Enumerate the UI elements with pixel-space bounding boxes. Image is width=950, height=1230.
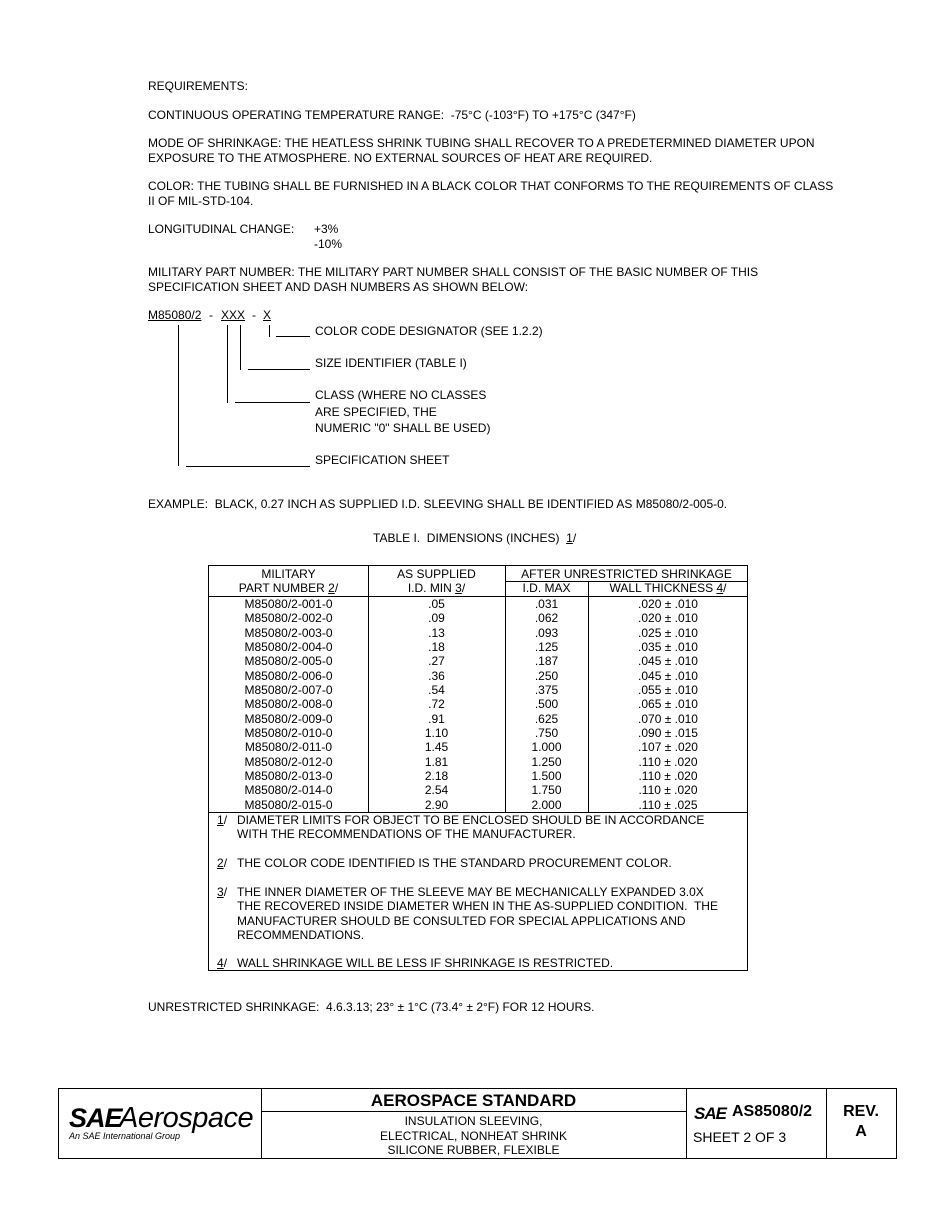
- table-cell: .025 ± .010: [638, 625, 698, 640]
- table-cell: .055 ± .010: [638, 683, 698, 698]
- note-1-number: 1/: [217, 813, 228, 827]
- small-sae-logo: SAE: [694, 1104, 726, 1123]
- table-cell: 1.10: [424, 726, 449, 741]
- pn-code: X: [263, 308, 272, 322]
- table-cell: .020 ± .010: [638, 597, 698, 611]
- table-cell: .54: [428, 683, 445, 698]
- pn-sep2: -: [252, 308, 256, 322]
- header-after-shrinkage: AFTER UNRESTRICTED SHRINKAGE: [521, 567, 732, 581]
- note-3-line1: THE INNER DIAMETER OF THE SLEEVE MAY BE MECHANICALLY EXPANDED 3.0X: [237, 885, 704, 899]
- table-cell: .36: [428, 668, 445, 683]
- note-1-line1: DIAMETER LIMITS FOR OBJECT TO BE ENCLOSED SHOULD BE IN ACCORDANCE: [237, 813, 705, 827]
- table-cell: .72: [428, 697, 445, 712]
- dimensions-table: [208, 565, 748, 971]
- table-cell: .187: [534, 654, 559, 669]
- note-2-number: 2/: [217, 856, 228, 870]
- column-part-number: [209, 597, 368, 812]
- table-cell: .107 ± .020: [638, 740, 698, 755]
- table-cell: .27: [428, 654, 445, 669]
- table-cell: .020 ± .010: [638, 611, 698, 626]
- table-cell: .125: [534, 640, 559, 655]
- table-cell: .093: [534, 625, 559, 640]
- table-cell: .090 ± .015: [638, 726, 698, 741]
- table-cell: .031: [534, 597, 559, 611]
- table-cell: 2.000: [531, 797, 562, 812]
- header-id-min: I.D. MIN 3/: [407, 581, 466, 595]
- table-cell: M85080/2-006-0: [244, 668, 333, 683]
- table-cell: 2.54: [424, 783, 449, 798]
- requirements-heading: REQUIREMENTS:: [148, 79, 249, 93]
- table-cell: .110 ± .020: [638, 769, 698, 784]
- table-cell: .045 ± .010: [638, 654, 698, 669]
- table-cell: .09: [428, 611, 445, 626]
- table-cell: M85080/2-003-0: [244, 625, 333, 640]
- table-cell: .110 ± .020: [638, 783, 698, 798]
- pn-basic: M85080/2: [148, 308, 202, 322]
- table-cell: 1.81: [424, 754, 449, 769]
- table-cell: .110 ± .020: [638, 754, 698, 769]
- color-requirement: COLOR: THE TUBING SHALL BE FURNISHED IN A BLACK COLOR THAT CONFORMS TO THE REQUIREMENTS OF CLASS II OF MIL-STD-104.: [148, 179, 834, 208]
- table-cell: M85080/2-012-0: [244, 754, 333, 769]
- column-wall-thickness: [588, 597, 748, 812]
- table-cell: .750: [534, 726, 559, 741]
- military-part-number: MILITARY PART NUMBER: THE MILITARY PART NUMBER SHALL CONSIST OF THE BASIC NUMBER OF THIS SPECIFICATION SHEET AND DASH NUMBERS AS SHOWN BELOW:: [148, 265, 759, 294]
- table-cell: .065 ± .010: [638, 697, 698, 712]
- table-cell: .045 ± .010: [638, 668, 698, 683]
- aerospace-standard-title: AEROSPACE STANDARD: [370, 1091, 577, 1110]
- header-id-max: I.D. MAX: [522, 581, 571, 595]
- table-cell: .035 ± .010: [638, 640, 698, 655]
- table-cell: 1.000: [531, 740, 562, 755]
- table-cell: .18: [428, 640, 445, 655]
- note-1-line2: WITH THE RECOMMENDATIONS OF THE MANUFACTURER.: [237, 827, 576, 841]
- logo-aerospace-text: Aerospace: [119, 1102, 254, 1134]
- note-3-line4: RECOMMENDATIONS.: [237, 928, 365, 942]
- table-cell: 2.90: [424, 797, 449, 812]
- table-cell: .375: [534, 683, 559, 698]
- table-cell: .110 ± .025: [638, 797, 698, 812]
- header-part-number: PART NUMBER 2/: [238, 581, 339, 595]
- table-cell: .91: [428, 711, 445, 726]
- title-block: [58, 1088, 897, 1159]
- table-cell: M85080/2-014-0: [244, 783, 333, 798]
- header-wall-thickness: WALL THICKNESS 4/: [609, 581, 727, 595]
- temperature-range: CONTINUOUS OPERATING TEMPERATURE RANGE: -75°C (-103°F) TO +175°C (347°F): [148, 108, 636, 122]
- example-text: EXAMPLE: BLACK, 0.27 INCH AS SUPPLIED I.D. SLEEVING SHALL BE IDENTIFIED AS M85080/2-005-0.: [148, 497, 728, 511]
- unrestricted-shrinkage: UNRESTRICTED SHRINKAGE: 4.6.3.13; 23° ± 1°C (73.4° ± 2°F) FOR 12 HOURS.: [148, 1000, 595, 1014]
- table-cell: M85080/2-009-0: [244, 711, 333, 726]
- table-cell: M85080/2-007-0: [244, 683, 333, 698]
- note-3-line2: THE RECOVERED INSIDE DIAMETER WHEN IN THE AS-SUPPLIED CONDITION. THE: [237, 899, 718, 913]
- table-cell: M85080/2-011-0: [244, 740, 333, 755]
- note-3-number: 3/: [217, 885, 228, 899]
- table-cell: M85080/2-001-0: [244, 597, 333, 611]
- column-id-max: [505, 597, 588, 812]
- mode-of-shrinkage: MODE OF SHRINKAGE: THE HEATLESS SHRINK TUBING SHALL RECOVER TO A PREDETERMINED DIAMETER UPON EXPOSURE TO THE ATMOSPHERE. NO EXTERNAL SOURCES OF HEAT ARE REQUIRED.: [148, 136, 815, 165]
- header-as-supplied: AS SUPPLIED: [397, 567, 476, 581]
- column-id-min: [368, 597, 505, 812]
- note-4-number: 4/: [217, 956, 228, 970]
- logo-sae-text: SAE: [69, 1103, 122, 1133]
- table-cell: M85080/2-015-0: [244, 797, 333, 812]
- doc-title-line3: SILICONE RUBBER, FLEXIBLE: [387, 1143, 560, 1157]
- revision-value: A: [855, 1123, 867, 1140]
- pn-size-identifier: SIZE IDENTIFIER (TABLE I): [315, 356, 467, 370]
- pn-class-line3: NUMERIC "0" SHALL BE USED): [315, 421, 491, 435]
- pn-connector-lines: [0, 0, 950, 480]
- table-cell: 2.18: [424, 769, 449, 784]
- table-cell: .625: [534, 711, 559, 726]
- table-cell: .13: [428, 625, 445, 640]
- table-cell: M85080/2-013-0: [244, 769, 333, 784]
- longitudinal-plus: +3%: [314, 222, 339, 236]
- sheet-number: SHEET 2 OF 3: [693, 1129, 787, 1145]
- note-2-line1: THE COLOR CODE IDENTIFIED IS THE STANDARD PROCUREMENT COLOR.: [237, 856, 672, 870]
- table-cell: 1.45: [424, 740, 449, 755]
- table-cell: 1.250: [531, 754, 562, 769]
- table-cell: 1.500: [531, 769, 562, 784]
- doc-title-line1: INSULATION SLEEVING,: [404, 1114, 543, 1128]
- longitudinal-label: LONGITUDINAL CHANGE:: [148, 222, 295, 236]
- table-cell: 1.750: [531, 783, 562, 798]
- table-cell: M85080/2-004-0: [244, 640, 333, 655]
- table-cell: .250: [534, 668, 559, 683]
- note-3-line3: MANUFACTURER SHOULD BE CONSULTED FOR SPECIAL APPLICATIONS AND: [237, 914, 686, 928]
- table-cell: M85080/2-010-0: [244, 726, 333, 741]
- table-cell: M85080/2-005-0: [244, 654, 333, 669]
- pn-class-line1: CLASS (WHERE NO CLASSES: [315, 388, 487, 402]
- longitudinal-minus: -10%: [314, 237, 343, 251]
- logo-tagline: An SAE International Group: [69, 1131, 181, 1141]
- revision-label: REV.: [843, 1103, 879, 1120]
- pn-spec-sheet: SPECIFICATION SHEET: [315, 453, 450, 467]
- document-number: AS85080/2: [732, 1103, 813, 1120]
- table-cell: .05: [428, 597, 445, 611]
- table-cell: .070 ± .010: [638, 711, 698, 726]
- table-cell: .062: [534, 611, 559, 626]
- pn-size: XXX: [221, 308, 246, 322]
- pn-color-code: COLOR CODE DESIGNATOR (SEE 1.2.2): [315, 324, 543, 338]
- pn-sep1: -: [209, 308, 213, 322]
- header-military: MILITARY: [261, 567, 316, 581]
- note-4-line1: WALL SHRINKAGE WILL BE LESS IF SHRINKAGE IS RESTRICTED.: [237, 956, 614, 970]
- table-cell: .500: [534, 697, 559, 712]
- pn-class-line2: ARE SPECIFIED, THE: [315, 405, 437, 419]
- table-cell: M85080/2-002-0: [244, 611, 333, 626]
- doc-title-line2: ELECTRICAL, NONHEAT SHRINK: [380, 1129, 567, 1143]
- table-title: TABLE I. DIMENSIONS (INCHES) 1/: [373, 531, 577, 545]
- table-cell: M85080/2-008-0: [244, 697, 333, 712]
